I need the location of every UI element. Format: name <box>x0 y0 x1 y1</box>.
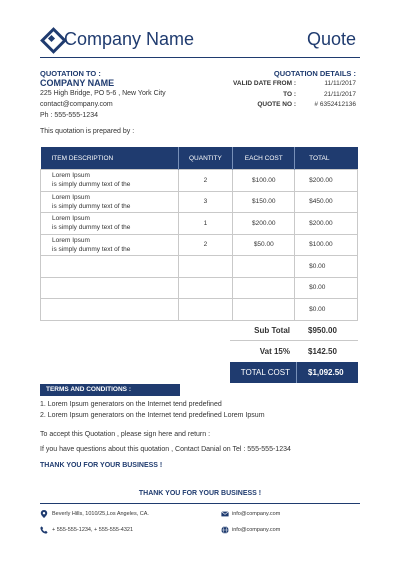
terms-heading: TERMS AND CONDITIONS : <box>46 386 131 393</box>
client-phone: Ph : 555-555-1234 <box>40 112 98 119</box>
client-address: 225 High Bridge, PO 5-6 , New York City <box>40 90 166 97</box>
subtotal-label: Sub Total <box>254 326 290 335</box>
item-desc-line2: is simply dummy text of the <box>52 224 131 232</box>
thanks-left: THANK YOU FOR YOUR BUSINESS ! <box>40 462 163 469</box>
item-each-cost <box>233 277 295 299</box>
client-email: contact@company.com <box>40 101 113 108</box>
valid-to-value: 21/11/2017 <box>323 91 356 98</box>
col-header-quantity: QUANTITY <box>178 147 233 170</box>
thanks-center: THANK YOU FOR YOUR BUSINESS ! <box>138 490 262 497</box>
total-cost-label: TOTAL COST <box>240 368 290 377</box>
accept-note: To accept this Quotation , please sign here and return : <box>40 431 211 438</box>
table-header-row <box>41 147 358 170</box>
col-header-total: TOTAL <box>295 147 358 170</box>
subtotal-value: $950.00 <box>308 326 337 335</box>
table-row <box>41 213 358 235</box>
valid-to-label: TO : <box>283 91 296 98</box>
item-total: $0.00 <box>295 256 358 278</box>
item-each-cost: $50.00 <box>233 234 295 256</box>
questions-note: If you have questions about this quotation , Contact Danial on Tel : 555-555-1234 <box>40 446 291 453</box>
quotation-details-heading: QUOTATION DETAILS : <box>273 69 356 78</box>
valid-from-value: 11/11/2017 <box>324 80 356 87</box>
item-total: $450.00 <box>295 191 358 213</box>
footer-address: Beverly Hills, 1010/25,Los Angeles, CA. <box>52 511 149 517</box>
table-row <box>41 299 358 321</box>
footer-phones: + 555-555-1234, + 555-555-4321 <box>52 527 134 533</box>
table-row <box>41 234 358 256</box>
table-row <box>41 170 358 192</box>
footer-email-2[interactable]: info@company.com <box>232 527 281 533</box>
item-desc-line1: Lorem Ipsum <box>52 172 90 180</box>
item-total: $200.00 <box>295 213 358 235</box>
total-cost-value: $1,092.50 <box>308 368 344 377</box>
prepared-by: This quotation is prepared by : <box>40 128 135 135</box>
item-desc-line1: Lorem Ipsum <box>52 215 90 223</box>
item-qty: 2 <box>178 170 233 192</box>
item-total: $100.00 <box>295 234 358 256</box>
col-header-description: ITEM DESCRIPTION <box>41 147 179 170</box>
quote-no-value: # 6352412136 <box>314 101 356 108</box>
valid-from-label: VALID DATE FROM : <box>233 80 296 87</box>
item-desc-line2: is simply dummy text of the <box>52 245 131 253</box>
item-desc-line2: is simply dummy text of the <box>52 181 131 189</box>
item-each-cost: $150.00 <box>233 191 295 213</box>
item-qty <box>178 277 233 299</box>
item-qty: 3 <box>178 191 233 213</box>
item-each-cost: $200.00 <box>233 213 295 235</box>
logo-diamond-icon <box>40 27 67 54</box>
item-total: $200.00 <box>295 170 358 192</box>
item-total: $0.00 <box>295 299 358 321</box>
table-row <box>41 277 358 299</box>
item-each-cost <box>233 299 295 321</box>
location-pin-icon <box>40 510 48 518</box>
footer-email-1[interactable]: info@company.com <box>232 511 281 517</box>
quotation-to-heading: QUOTATION TO : <box>40 69 101 78</box>
summary-divider <box>230 340 358 341</box>
item-qty <box>178 299 233 321</box>
total-separator <box>296 362 297 383</box>
item-desc-line1: Lorem Ipsum <box>52 193 90 201</box>
item-desc-line1: Lorem Ipsum <box>52 236 90 244</box>
item-qty: 1 <box>178 213 233 235</box>
item-each-cost <box>233 256 295 278</box>
table-row <box>41 191 358 213</box>
item-total: $0.00 <box>295 277 358 299</box>
items-table <box>40 147 358 321</box>
quote-no-label: QUOTE NO : <box>257 101 296 108</box>
doc-title: Quote <box>306 29 356 49</box>
terms-item-1: 1. Lorem Ipsum generators on the Internet tend predefined <box>40 401 222 408</box>
item-qty <box>178 256 233 278</box>
mail-icon <box>221 510 229 518</box>
client-name: COMPANY NAME <box>40 78 115 88</box>
globe-icon <box>221 526 229 534</box>
phone-icon <box>40 526 48 534</box>
item-each-cost: $100.00 <box>233 170 295 192</box>
col-header-each-cost: EACH COST <box>233 147 295 170</box>
vat-label: Vat 15% <box>259 347 290 356</box>
item-qty: 2 <box>178 234 233 256</box>
header-divider <box>40 57 360 58</box>
item-desc-line2: is simply dummy text of the <box>52 202 131 210</box>
company-name: Company Name <box>64 29 195 49</box>
terms-item-2: 2. Lorem Ipsum generators on the Internet tend predefined Lorem Ipsum <box>40 412 265 419</box>
table-row <box>41 256 358 278</box>
footer-divider <box>40 503 360 504</box>
vat-value: $142.50 <box>308 347 337 356</box>
